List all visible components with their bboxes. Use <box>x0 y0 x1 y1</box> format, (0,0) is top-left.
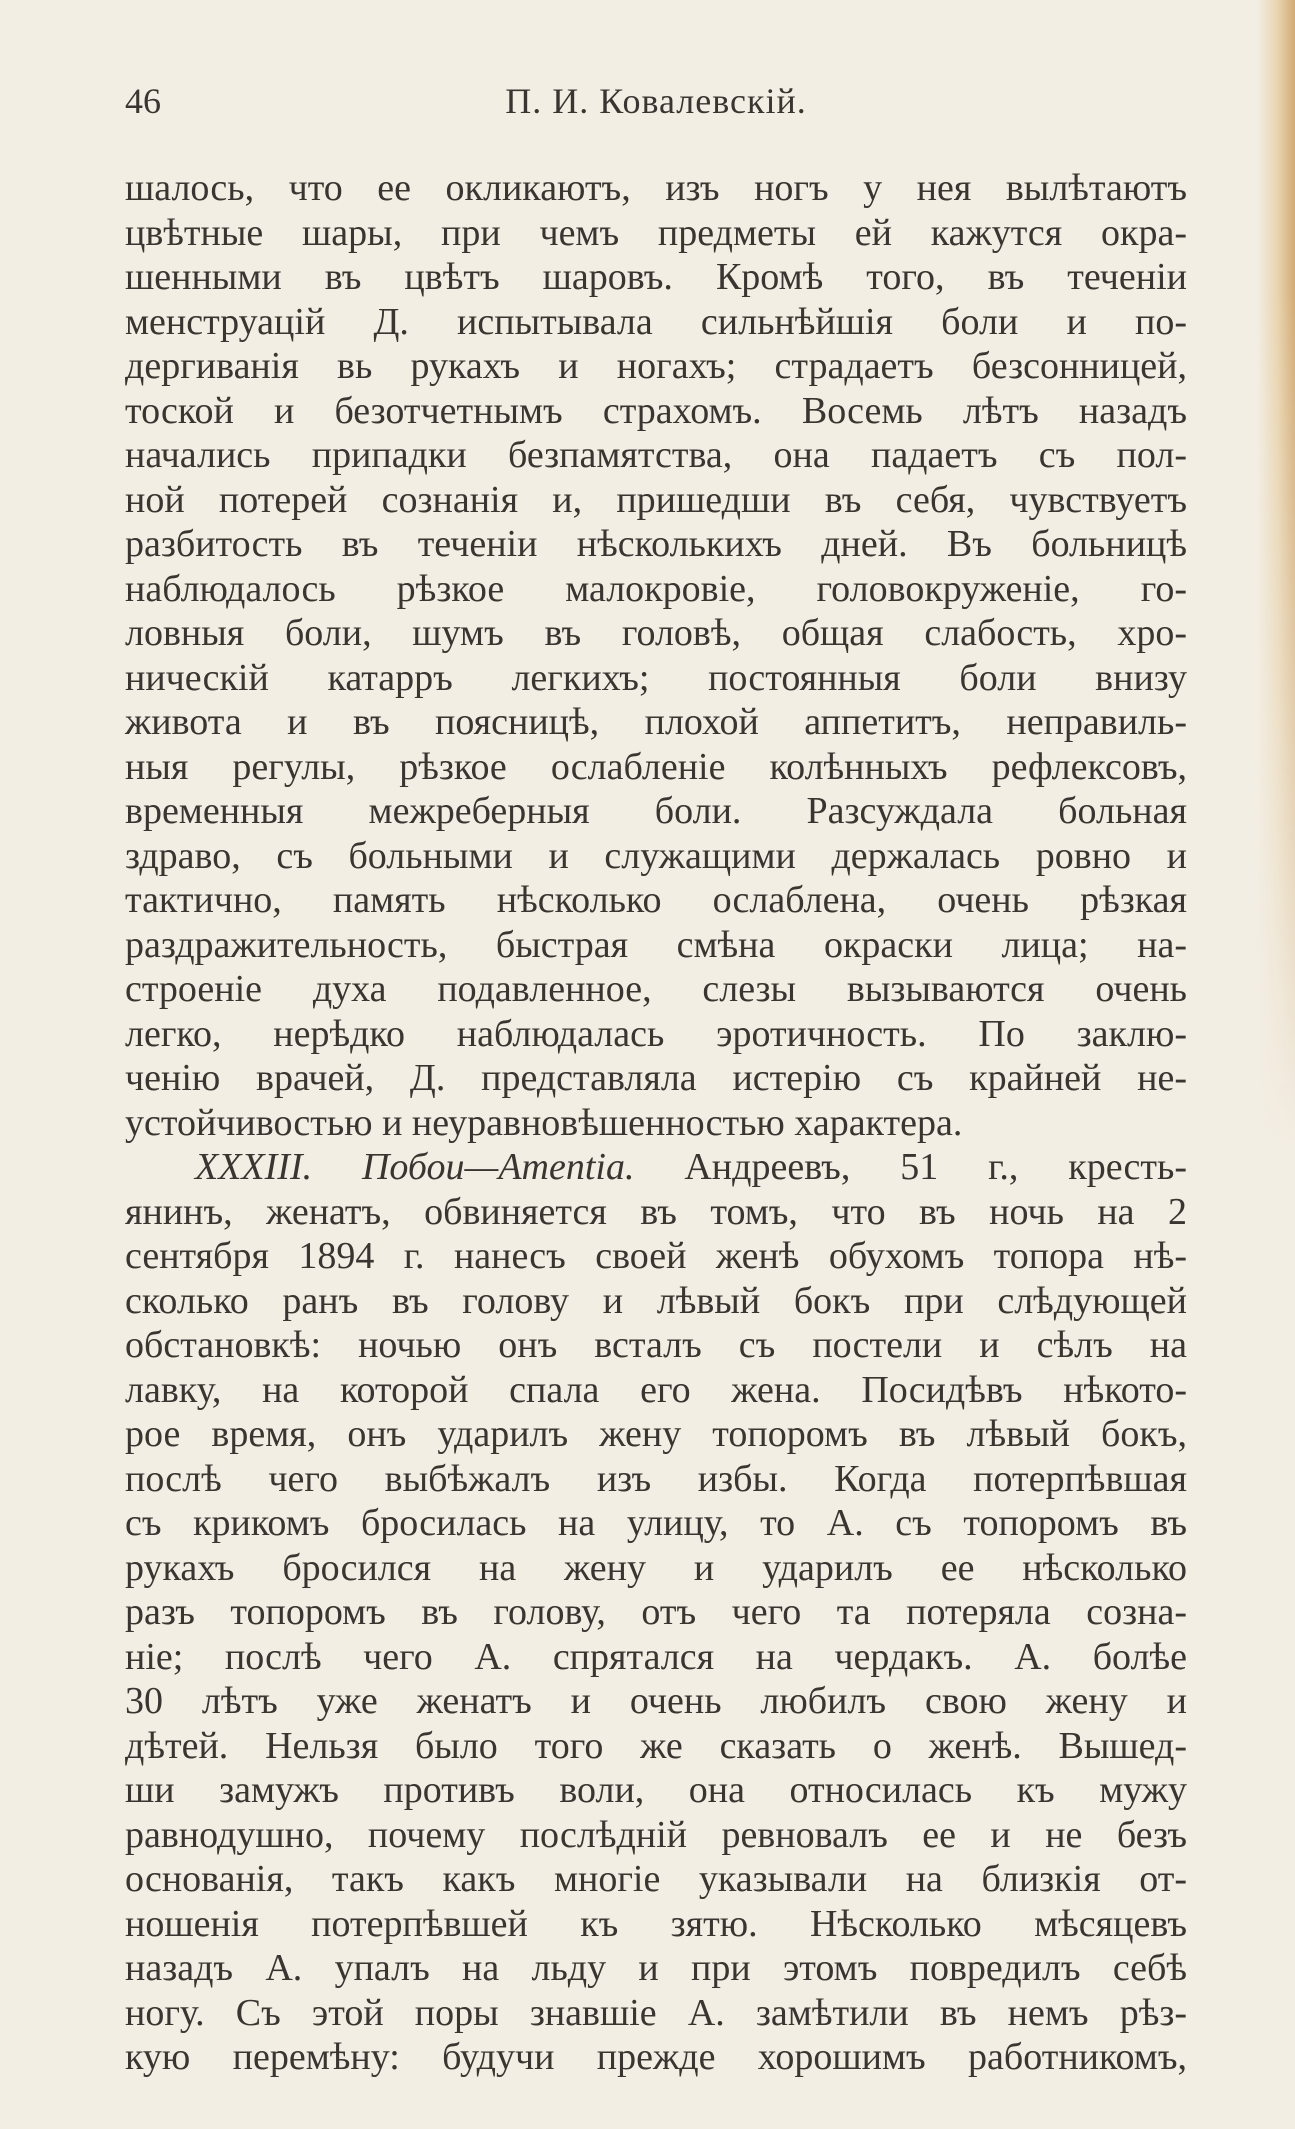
text-line: лавку, на которой спала его жена. Посидѣвъ нѣкото- <box>125 1368 1187 1411</box>
text-line: ніе; послѣ чего А. спрятался на чердакъ. А. болѣе <box>125 1635 1187 1678</box>
text-line: временныя межреберныя боли. Разсуждала больная <box>125 790 1187 832</box>
text-line: шалось, что ее окликаютъ, изъ ногъ у нея вылѣтаютъ <box>125 167 1187 209</box>
text-line-segment: Андреевъ, 51 г., кресть- <box>684 1146 1187 1188</box>
page-number: 46 <box>125 81 161 121</box>
page-edge <box>1257 0 1295 1150</box>
text-line: рое время, онъ ударилъ жену топоромъ въ лѣвый бокъ, <box>125 1413 1187 1455</box>
text-line: тактично, память нѣсколько ослаблена, очень рѣзкая <box>125 879 1187 921</box>
text-line: здраво, съ больными и служащими держалась ровно и <box>125 834 1187 877</box>
text-line: съ крикомъ бросилась на улицу, то А. съ топоромъ въ <box>125 1502 1187 1544</box>
text-line: обстановкѣ: ночью онъ всталъ съ постели и сѣлъ на <box>125 1324 1187 1366</box>
text-line: ническій катарръ легкихъ; постоянныя боли внизу <box>125 656 1187 699</box>
text-line: разъ топоромъ въ голову, отъ чего та потеряла созна- <box>125 1591 1187 1633</box>
text-line: 30 лѣтъ уже женатъ и очень любилъ свою жену и <box>125 1680 1187 1722</box>
text-line: основанія, такъ какъ многіе указывали на близкія от- <box>125 1858 1187 1900</box>
text-line: ношенія потерпѣвшей къ зятю. Нѣсколько мѣсяцевъ <box>125 1902 1187 1945</box>
text-line: устойчивостью и неуравновѣшенностью характера. <box>125 1101 963 1144</box>
text-line: легко, нерѣдко наблюдалась эротичность. По заклю- <box>125 1012 1187 1055</box>
paragraph <box>125 1145 1187 2080</box>
text-line: менструацій Д. испытывала сильнѣйшія боли и по- <box>125 300 1187 343</box>
text-line: ногу. Съ этой поры знавшіе А. замѣтили въ немъ рѣз- <box>125 1991 1187 2034</box>
text-line: раздражительность, быстрая смѣна окраски лица; на- <box>125 923 1187 966</box>
text-line: ныя регулы, рѣзкое ослабленіе колѣнныхъ рефлексовъ, <box>125 745 1187 788</box>
running-title: П. И. Ковалевскій. <box>505 81 807 121</box>
paragraph <box>125 166 1187 1145</box>
page-body <box>125 166 1187 2080</box>
text-line: начались припадки безпамятства, она падаетъ съ пол- <box>125 434 1187 476</box>
text-line: разбитость въ теченіи нѣсколькихъ дней. Въ больницѣ <box>125 523 1187 565</box>
text-line: цвѣтные шары, при чемъ предметы ей кажутся окра- <box>125 211 1187 254</box>
text-line: ши замужъ противъ воли, она относилась къ мужу <box>125 1769 1187 1811</box>
text-line: назадъ А. упалъ на льду и при этомъ повредилъ себѣ <box>125 1947 1187 1989</box>
case-heading: XXXIII. Побои—Amentia. <box>195 1146 635 1188</box>
text-line: кую перемѣну: будучи прежде хорошимъ работникомъ, <box>125 2036 1187 2078</box>
text-line: рукахъ бросился на жену и ударилъ ее нѣсколько <box>125 1546 1187 1589</box>
text-line: сентября 1894 г. нанесъ своей женѣ обухомъ топора нѣ- <box>125 1235 1187 1277</box>
text-line: шенными въ цвѣтъ шаровъ. Кромѣ того, въ теченіи <box>125 256 1187 298</box>
text-line: наблюдалось рѣзкое малокровіе, головокруженіе, го- <box>125 567 1187 610</box>
text-line: дѣтей. Нельзя было того же сказать о женѣ. Вышед- <box>125 1724 1187 1767</box>
text-line: послѣ чего выбѣжалъ изъ избы. Когда потерпѣвшая <box>125 1457 1187 1500</box>
text-line: ной потерей сознанія и, пришедши въ себя, чувствуетъ <box>125 478 1187 521</box>
page-header <box>125 78 1187 124</box>
text-line: сколько ранъ въ голову и лѣвый бокъ при слѣдующей <box>125 1279 1187 1322</box>
text-line: дергиванія вь рукахъ и ногахъ; страдаетъ безсонницей, <box>125 345 1187 387</box>
text-line: ченію врачей, Д. представляла истерію съ крайней не- <box>125 1057 1187 1099</box>
text-line: ловныя боли, шумъ въ головѣ, общая слабость, хро- <box>125 612 1187 654</box>
text-line: янинъ, женатъ, обвиняется въ томъ, что въ ночь на 2 <box>125 1190 1187 1233</box>
text-line: строеніе духа подавленное, слезы вызываются очень <box>125 968 1187 1010</box>
text-line <box>125 1145 1187 1190</box>
text-line: равнодушно, почему послѣдній ревновалъ ее и не безъ <box>125 1813 1187 1856</box>
text-line: живота и въ поясницѣ, плохой аппетитъ, неправиль- <box>125 701 1187 743</box>
text-line: тоской и безотчетнымъ страхомъ. Восемь лѣтъ назадъ <box>125 389 1187 432</box>
